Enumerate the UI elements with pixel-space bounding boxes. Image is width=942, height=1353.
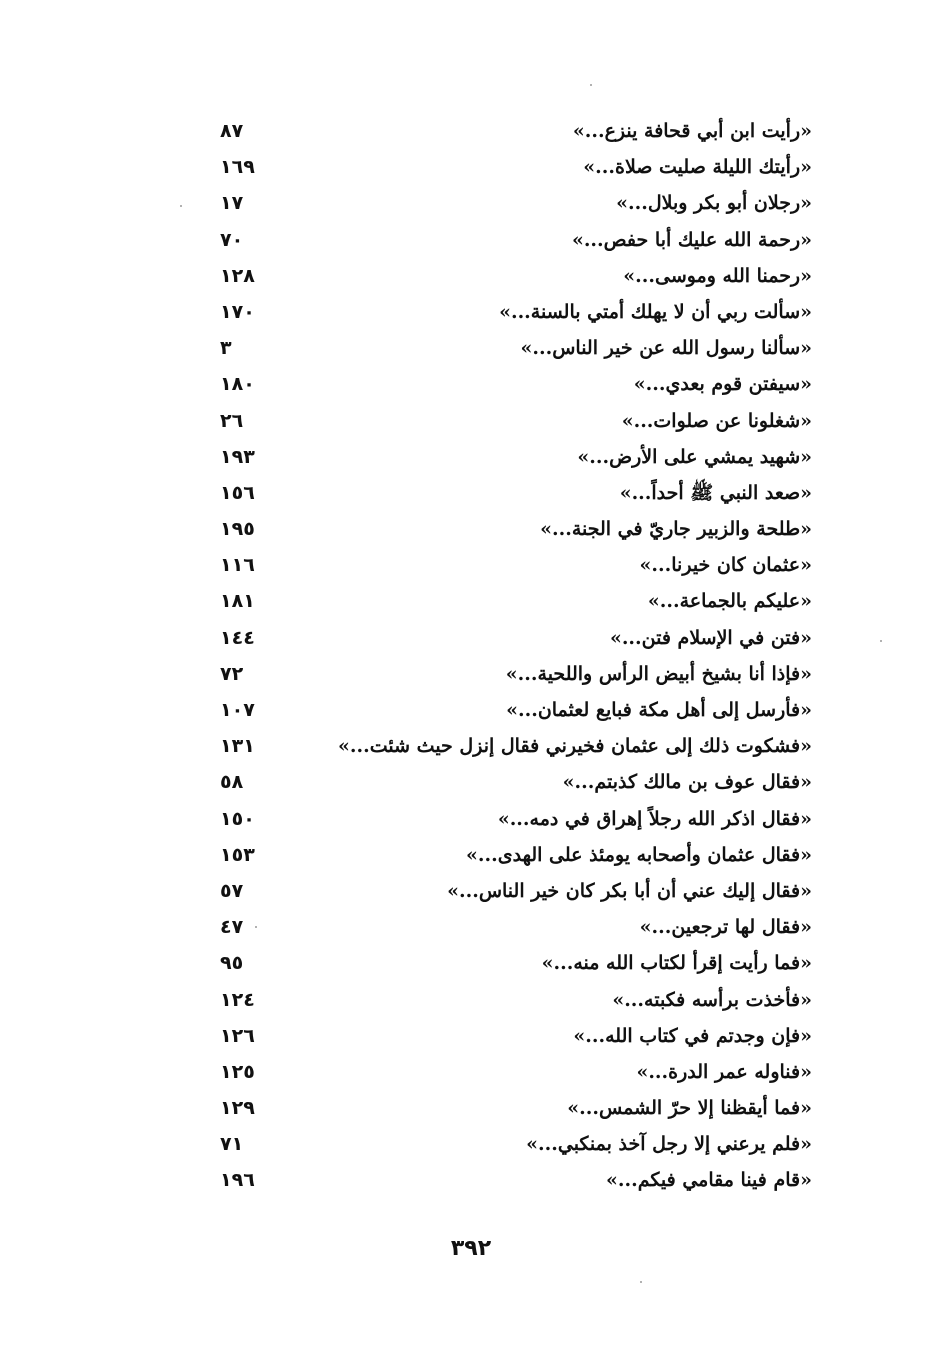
index-entry [220,693,812,729]
entry-page-number: ١٠٧ [220,699,255,721]
entry-page-number: ٢٦ [220,409,244,432]
index-entry [220,946,812,982]
index-entry [220,765,812,801]
entry-page-number: ١٨٠ [220,373,255,396]
entry-text: «فقال عوف بن مالك كذبتم...» [562,771,812,794]
entry-text: «رحمة الله عليك أبا حفص...» [571,228,812,251]
entry-page-number: ٥٧ [220,879,244,902]
index-entry [220,259,812,295]
index-entry [220,331,812,367]
index-entry [220,838,812,874]
entry-text: «فإذا أنا بشيخ أبيض الرأس واللحية...» [505,662,812,685]
index-entry [220,802,812,838]
index-entry [220,295,812,331]
index-entry [220,910,812,946]
entry-text: «سيفتن قوم بعدي...» [633,373,812,396]
scan-speck [590,84,592,86]
entry-page-number: ١٩٥ [220,518,255,541]
entry-text: «فقال عثمان وأصحابه يومئذ على الهدى...» [466,843,812,866]
index-entry [220,440,812,476]
entry-text: «فأرسل إلى أهل مكة فبايع لعثمان...» [506,699,812,721]
entry-page-number: ٩٥ [220,952,244,975]
entry-text: «فأخذت برأسه فكبته...» [612,988,812,1011]
entry-text: «فما أيقظنا إلا حرّ الشمس...» [567,1097,812,1120]
entry-text: «فلم يرعني إلا رجل آخذ بمنكبي...» [526,1133,812,1156]
entry-text: «رأيتك الليلة صليت صلاة...» [583,156,812,179]
index-entry [220,548,812,584]
entry-text: «فقال لها ترجعين...» [639,916,812,939]
entry-page-number: ١٥٠ [220,807,255,830]
index-entry [220,404,812,440]
hadith-index-list [220,114,812,1200]
entry-page-number: ١١٦ [220,554,255,577]
entry-page-number: ١٧ [220,192,244,215]
entry-text: «رحمنا الله وموسى...» [623,264,812,287]
entry-text: «سألنا رسول الله عن خير الناس...» [520,337,812,360]
index-entry [220,512,812,548]
scan-speck [640,1281,642,1283]
index-entry [220,186,812,222]
entry-text: «فما رأيت إقرأ لكتاب الله منه...» [541,952,812,975]
index-entry [220,729,812,765]
index-entry [220,367,812,403]
index-entry [220,114,812,150]
index-entry [220,1091,812,1127]
entry-page-number: ٤٧ [220,916,244,939]
index-entry [220,476,812,512]
entry-page-number: ٧٠ [220,228,244,251]
index-entry [220,621,812,657]
entry-text: «صعد النبي ﷺ أحداً...» [619,481,812,504]
index-entry [220,1019,812,1055]
entry-page-number: ١٢٩ [220,1097,255,1120]
index-entry [220,1163,812,1199]
index-entry [220,657,812,693]
scan-speck [180,205,182,207]
entry-page-number: ١٩٦ [220,1169,255,1192]
entry-text: «طلحة والزبير جاريّ في الجنة...» [540,518,812,541]
entry-text: «عليكم بالجماعة...» [647,590,812,613]
entry-text: «سألت ربي أن لا يهلك أمتي بالسنة...» [499,300,812,323]
index-entry [220,874,812,910]
entry-text: «شغلونا عن صلوات...» [621,409,812,432]
entry-page-number: ١٤٤ [220,626,255,649]
index-entry [220,1127,812,1163]
entry-text: «شهيد يمشي على الأرض...» [577,445,812,468]
entry-page-number: ٣ [220,337,232,360]
entry-page-number: ١٣١ [220,735,255,758]
entry-page-number: ١٦٩ [220,156,255,179]
entry-page-number: ١٨١ [220,590,255,613]
entry-text: «فقال إليك عني أن أبا بكر كان خير الناس...» [447,879,812,902]
entry-text: «فقال اذكر الله رجلاً إهراق في دمه...» [497,807,812,830]
entry-page-number: ٥٨ [220,771,244,794]
entry-text: «رأيت ابن أبي قحافة ينزع...» [572,120,812,142]
entry-text: «فشكوت ذلك إلى عثمان فخيرني فقال إنزل حيث شئت...» [338,735,812,758]
entry-page-number: ١٧٠ [220,300,255,323]
entry-page-number: ١٢٤ [220,988,255,1011]
index-entry [220,584,812,620]
scan-speck [255,926,257,928]
index-entry [220,150,812,186]
entry-text: «رجلان أبو بكر وبلال...» [616,192,812,215]
entry-text: «فتن في الإسلام فتن...» [609,626,812,649]
page-number: ٣٩٢ [450,1236,492,1261]
entry-text: «فناوله عمر الدرة...» [636,1060,812,1083]
entry-page-number: ١٥٦ [220,481,255,504]
entry-page-number: ٨٧ [220,120,244,142]
entry-text: «عثمان كان خيرنا...» [639,554,812,577]
entry-page-number: ١٢٨ [220,264,255,287]
entry-text: «فإن وجدتم في كتاب الله...» [573,1024,812,1047]
scan-speck [880,640,882,642]
index-entry [220,1055,812,1091]
entry-page-number: ١٢٦ [220,1024,255,1047]
entry-page-number: ٧١ [220,1133,244,1156]
index-entry [220,223,812,259]
entry-page-number: ١٩٣ [220,445,255,468]
index-entry [220,983,812,1019]
entry-page-number: ٧٢ [220,662,244,685]
entry-page-number: ١٥٣ [220,843,255,866]
entry-text: «قام فينا مقامي فيكم...» [606,1169,812,1192]
entry-page-number: ١٢٥ [220,1060,255,1083]
